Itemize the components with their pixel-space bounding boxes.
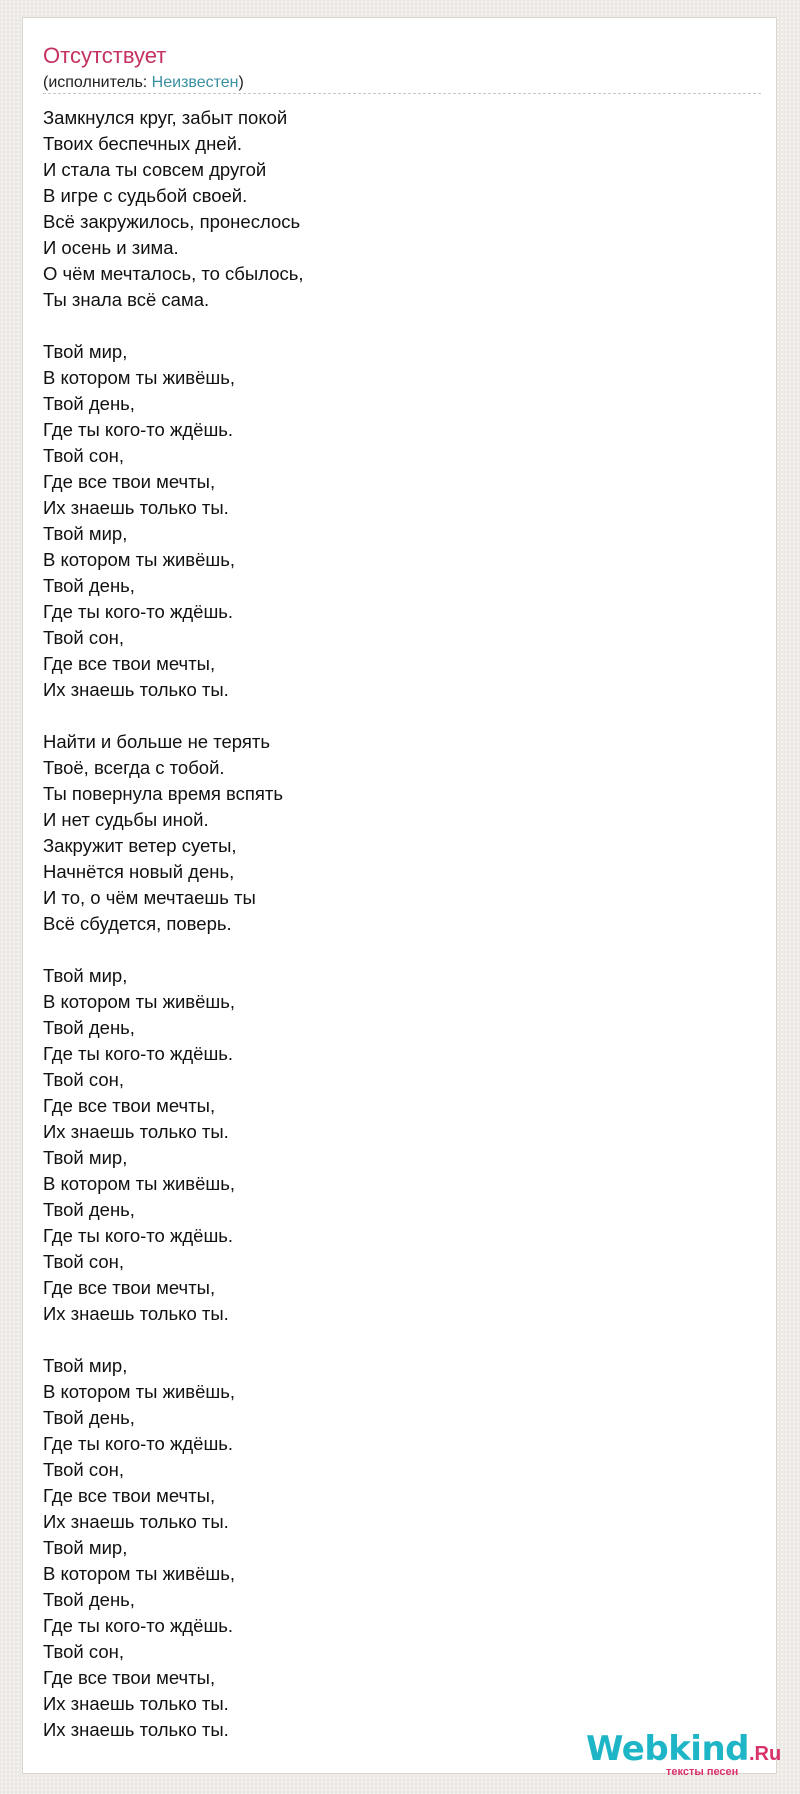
stanza-gap (43, 313, 743, 339)
lyric-line: Твоё, всегда с тобой. (43, 757, 225, 778)
lyric-line: Их знаешь только ты. (43, 497, 229, 518)
lyric-line: Их знаешь только ты. (43, 1511, 229, 1532)
lyric-line: Твой день, (43, 575, 135, 596)
lyric-line: Твой мир, (43, 1355, 128, 1376)
lyric-line: Твой сон, (43, 1251, 124, 1272)
artist-link[interactable]: Неизвестен (151, 74, 239, 91)
lyric-line: И то, о чём мечтаешь ты (43, 887, 256, 908)
lyric-line: Всё закружилось, пронеслось (43, 211, 301, 232)
lyric-line: Где ты кого-то ждёшь. (43, 1615, 234, 1636)
lyrics-text (43, 105, 743, 1743)
lyric-line: Начнётся новый день, (43, 861, 235, 882)
lyric-line: В котором ты живёшь, (43, 1173, 236, 1194)
lyric-line: Где все твои мечты, (43, 1667, 216, 1688)
lyric-line: Твой мир, (43, 1537, 128, 1558)
lyric-line: Где все твои мечты, (43, 471, 216, 492)
lyric-line: В котором ты живёшь, (43, 367, 236, 388)
lyric-line: Закружит ветер суеты, (43, 835, 237, 856)
lyric-line: Где ты кого-то ждёшь. (43, 1225, 234, 1246)
logo-name: Webkind (586, 1729, 749, 1769)
performer-suffix: ) (238, 74, 244, 91)
lyric-line: Где все твои мечты, (43, 1277, 216, 1298)
lyric-line: Твой мир, (43, 341, 128, 362)
lyrics-card (22, 17, 782, 1778)
site-logo[interactable] (586, 1730, 796, 1776)
lyric-line: Их знаешь только ты. (43, 679, 229, 700)
lyric-line: Найти и больше не терять (43, 731, 270, 752)
lyric-line: Их знаешь только ты. (43, 1121, 229, 1142)
stanza-gap (43, 1327, 743, 1353)
lyric-line: И нет судьбы иной. (43, 809, 209, 830)
lyric-line: И стала ты совсем другой (43, 159, 267, 180)
lyric-line: Ты знала всё сама. (43, 289, 210, 310)
lyric-line: Где все твои мечты, (43, 1095, 216, 1116)
lyric-line: Твой день, (43, 1199, 135, 1220)
lyric-line: В котором ты живёшь, (43, 1563, 236, 1584)
title-divider (43, 93, 761, 94)
performer-prefix: (исполнитель: (43, 74, 152, 91)
lyric-line: Твой сон, (43, 627, 124, 648)
lyric-line: Твой мир, (43, 1147, 128, 1168)
song-title: Отсутствует (43, 43, 167, 68)
lyric-line: Твой сон, (43, 445, 124, 466)
lyric-line: Их знаешь только ты. (43, 1693, 229, 1714)
lyric-line: Твой сон, (43, 1459, 124, 1480)
lyric-line: Твой мир, (43, 523, 128, 544)
performer-line (43, 74, 244, 92)
lyric-line: Твой день, (43, 1017, 135, 1038)
lyric-line: Их знаешь только ты. (43, 1303, 229, 1324)
lyric-line: Ты повернула время вспять (43, 783, 284, 804)
stanza-gap (43, 703, 743, 729)
lyric-line: В котором ты живёшь, (43, 549, 236, 570)
lyric-line: Твоих беспечных дней. (43, 133, 243, 154)
lyric-line: Твой сон, (43, 1641, 124, 1662)
lyric-line: Где ты кого-то ждёшь. (43, 1043, 234, 1064)
lyric-line: Твой сон, (43, 1069, 124, 1090)
lyric-line: В котором ты живёшь, (43, 1381, 236, 1402)
lyric-line: О чём мечталось, то сбылось, (43, 263, 304, 284)
lyric-line: Твой день, (43, 393, 135, 414)
lyric-line: Их знаешь только ты. (43, 1719, 229, 1740)
logo-tld: .Ru (749, 1743, 782, 1765)
lyric-line: Где ты кого-то ждёшь. (43, 1433, 234, 1454)
lyric-line: Где все твои мечты, (43, 653, 216, 674)
lyric-line: И осень и зима. (43, 237, 179, 258)
stanza-gap (43, 937, 743, 963)
lyric-line: Твой мир, (43, 965, 128, 986)
lyric-line: В игре с судьбой своей. (43, 185, 248, 206)
lyric-line: Где ты кого-то ждёшь. (43, 601, 234, 622)
lyric-line: В котором ты живёшь, (43, 991, 236, 1012)
lyric-line: Замкнулся круг, забыт покой (43, 107, 288, 128)
lyric-line: Где все твои мечты, (43, 1485, 216, 1506)
lyric-line: Всё сбудется, поверь. (43, 913, 232, 934)
logo-tagline: тексты песен (666, 1766, 739, 1778)
lyric-line: Твой день, (43, 1407, 135, 1428)
lyric-line: Где ты кого-то ждёшь. (43, 419, 234, 440)
lyric-line: Твой день, (43, 1589, 135, 1610)
